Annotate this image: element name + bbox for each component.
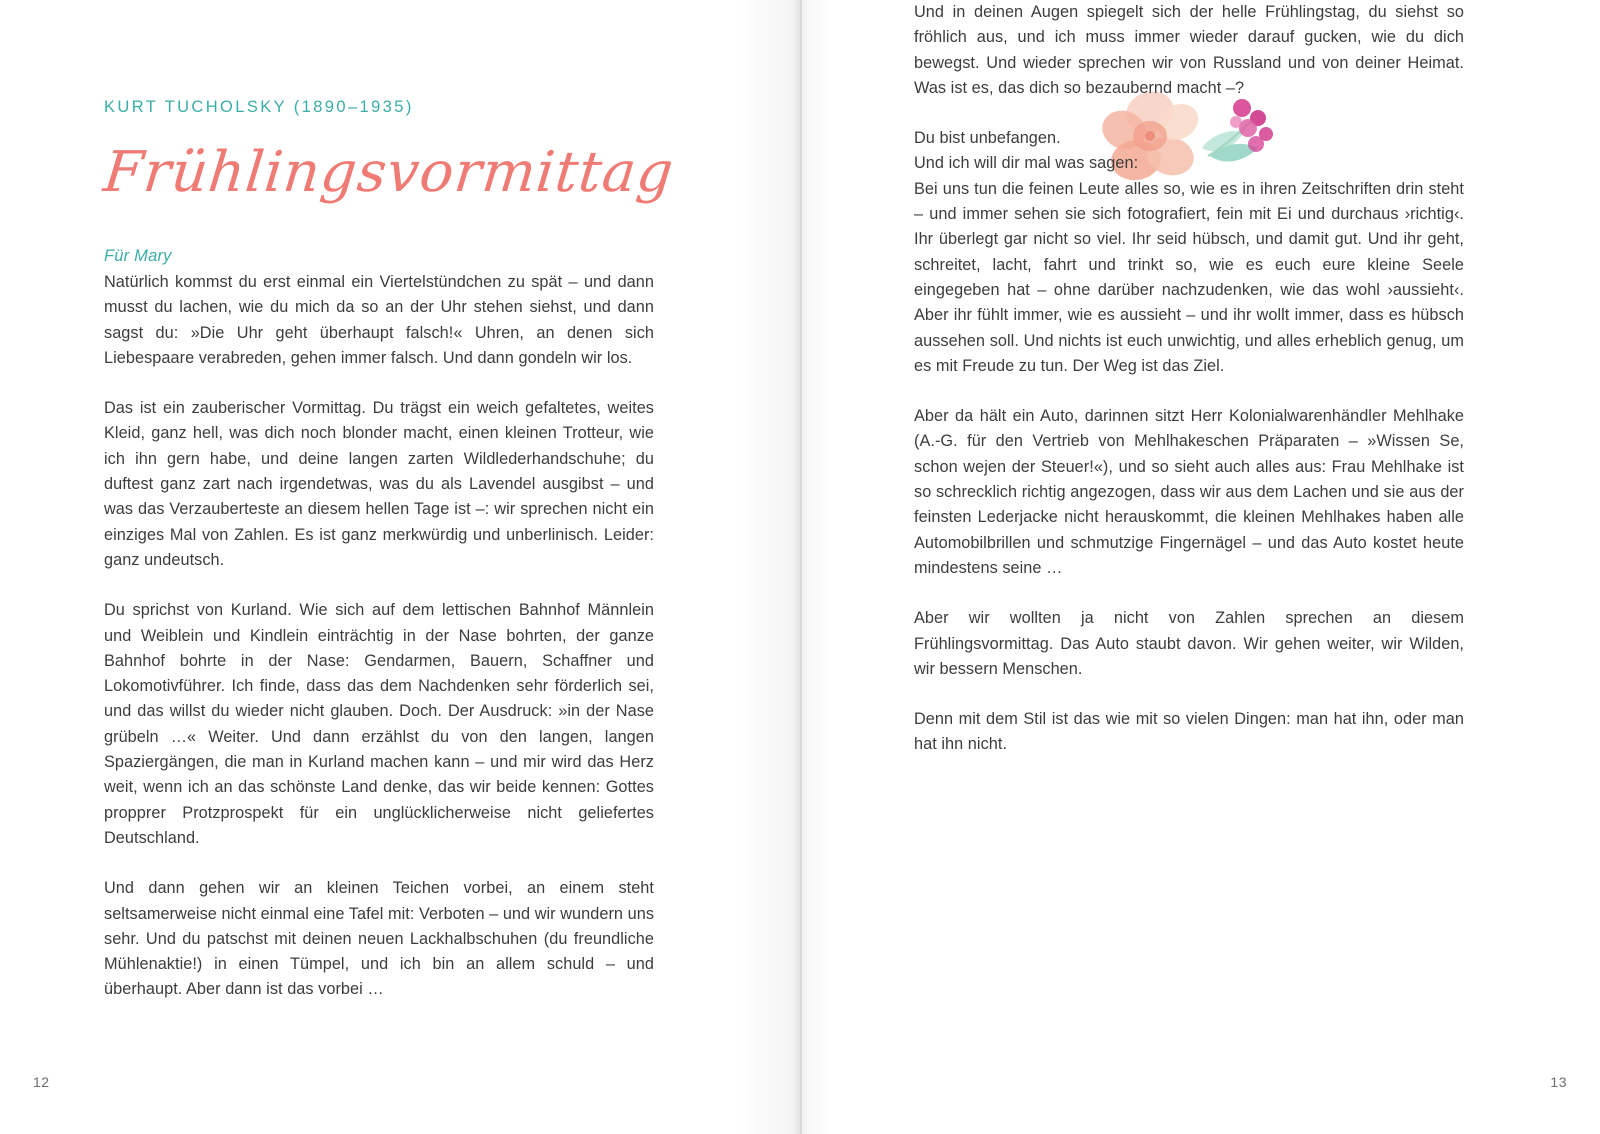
page-number: 12 [33,1074,50,1090]
spread-gutter [800,0,802,1134]
page-number: 13 [1550,1074,1567,1090]
paragraph: Und dann gehen wir an kleinen Teichen vorbei, an einem steht seltsamerweise nicht einmal eine Tafel mit: Verboten – und wir wundern uns sehr. Und du patschst mit deinen neuen Lackhalbschuhen (du freundliche Mühlenaktie!) in einen Tümpel, und ich bin an allem schuld – und überhaupt. Aber dann ist das vorbei … [104,879,655,999]
paragraph: Und in deinen Augen spiegelt sich der helle Frühlingstag, du siehst so fröhlich aus, und ich muss immer wieder darauf gucken, wie du dich bewegst. Und wieder sprechen wir von Russland und von deiner Heimat. Was ist es, das dich so bezaubernd macht –? [914,3,1464,97]
right-page [800,0,1600,1134]
paragraph: Du sprichst von Kurland. Wie sich auf dem lettischen Bahnhof Männlein und Weiblein und Kindlein einträchtig in der Nase bohrten, der ganze Bahnhof bohrte in der Nase: Gendarmen, Bauern, Schaffner und Lokomotivführer. Ich finde, dass das dem Nachdenken sehr förderlich sei, und das willst du wieder nicht glauben. Doch. Der Ausdruck: »in der Nase grübeln …« Weiter. Und dann erzählst du von den langen, langen Spaziergängen, die man in Kurland machen kann – und mir wird das Herz weit, wenn ich an das schönste Land denke, das wir beide kennen: Gottes propprer Protzprospekt für ein unglücklicherweise nicht geliefertes Deutschland. [104,601,654,847]
author-line: KURT TUCHOLSKY (1890–1935) [104,98,414,116]
left-page-content [100,0,678,1003]
page-title: Frühlingsvormittag [100,140,678,205]
paragraph: Aber da hält ein Auto, darinnen sitzt Herr Kolonialwarenhändler Mehlhake (A.-G. für den Vertrieb von Mehlhakeschen Präparaten – »Wissen Se, schon wejen der Steuer!«), und so sieht auch alles aus: Frau Mehlhake ist so schrecklich richtig angezogen, dass wir aus dem Lachen und sie aus der feinsten Lederjacke nicht herauskommt, die kleinen Mehlhakes haben alle Automobilbrillen und schmutzige Fingernägel – und das Auto kostet heute mindestens seine … [914,407,1464,577]
paragraph: Das ist ein zauberischer Vormittag. Du trägst ein weich gefaltetes, weites Kleid, ganz hell, was dich noch blonder macht, einen kleinen Trotteur, wie ich ihn gern habe, und deine langen zarten Wildlederhandschuhe; du duftest ganz zart nach irgendetwas, was du als Lavendel ausgibst – und was das Verzauberteste an diesem hellen Tage ist –: wir sprechen nicht ein einziges Mal von Zahlen. Es ist ganz merkwürdig und unberlinisch. Leider: ganz undeutsch. [104,399,654,569]
paragraph: Denn mit dem Stil ist das wie mit so vielen Dingen: man hat ihn, oder man hat ihn nicht. [914,710,1464,754]
paragraph: Natürlich kommst du erst einmal ein Viertelstündchen zu spät – und dann musst du lachen, wie du mich da so an der Uhr stehen siehst, und dann sagst du: »Die Uhr geht überhaupt falsch!« Uhren, an denen sich Liebespaare verabreden, gehen immer falsch. Und dann gondeln wir los. [104,273,654,367]
paragraph: Du bist unbefangen. [914,129,1061,148]
paragraph: Bei uns tun die feinen Leute alles so, wie es in ihren Zeitschriften drin steht – und immer sehen sie sich fotografiert, fein mit Ei und durchaus ›richtig‹. Ihr überlegt gar nicht so viel. Ihr seid hübsch, und damit gut. Und ihr geht, schreitet, lacht, fahrt und trinkt so, wie es euch eure kleine Seele eingegeben hat – ohne darüber nachzudenken, wie das wohl ›aussieht‹. Aber ihr fühlt immer, wie es aussieht – und ihr wollt immer, dass es hübsch aussehen soll. Und nichts ist euch unwichtig, und alles erheblich genug, um es mit Freude zu tun. Der Weg ist das Ziel. [914,179,1464,375]
dedication-line: Für Mary [104,247,172,265]
paragraph: Und ich will dir mal was sagen: [914,154,1139,173]
paragraph: Aber wir wollten ja nicht von Zahlen sprechen an diesem Frühlingsvormittag. Das Auto staubt davon. Wir gehen weiter, wir Wilden, wir bessern Menschen. [914,609,1464,678]
right-page-content [914,0,1464,758]
